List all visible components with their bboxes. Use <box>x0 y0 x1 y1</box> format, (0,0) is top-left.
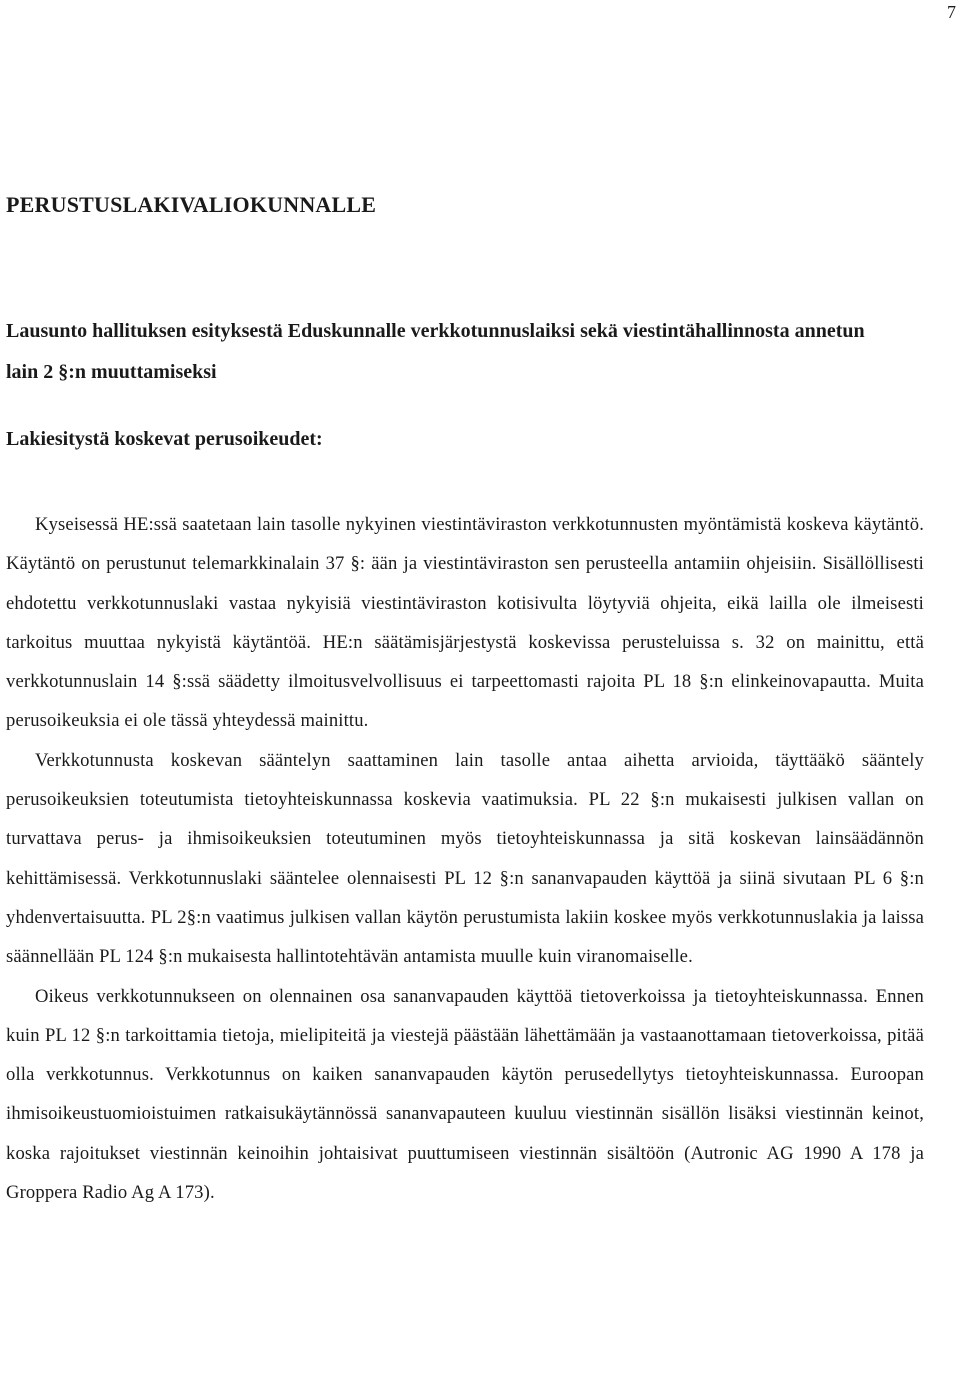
statement-subject: Lausunto hallituksen esityksestä Eduskunnalle verkkotunnuslaiksi sekä viestintähallinnosta annetun lain 2 §:n muuttamiseksi <box>6 320 865 383</box>
paragraph: Kyseisessä HE:ssä saatetaan lain tasolle nykyinen viestintäviraston verkkotunnusten myöntämistä koskeva käytäntö. Käytäntö on perustunut telemarkkinalain 37 §: ään ja viestintäviraston sen perusteella antamiin ohjeisiin. Sisällöllisesti ehdotettu verkkotunnuslaki vastaa nykyisiä viestintäviraston kotisivulta löytyviä ohjeita, eikä lailla ole ilmeisesti tarkoitus muuttaa nykyistä käytäntöä. HE:n säätämisjärjestystä koskevissa perusteluissa s. 32 on mainittu, että verkkotunnuslain 14 §:ssä säädetty ilmoitusvelvollisuus ei tarpeettomasti rajoita PL 18 §:n elinkeinovapautta. Muita perusoikeuksia ei ole tässä yhteydessä mainittu. <box>6 514 924 732</box>
document-heading: PERUSTUSLAKIVALIOKUNNALLE <box>6 192 377 217</box>
paragraph: Oikeus verkkotunnukseen on olennainen osa sananvapauden käyttöä tietoverkoissa ja tietoyhteiskunnassa. Ennen kuin PL 12 §:n tarkoittamia tietoja, mielipiteitä ja viestejä päästään lähettämään ja vastaanottamaan tietoverkoissa, pitää olla verkkotunnus. Verkkotunnus on kaiken sananvapauden käytön perusedellytys tietoyhteiskunnassa. Euroopan ihmisoikeustuomioistuimen ratkaisukäytännössä sananvapauteen kuuluu viestinnän sisällön lisäksi viestinnän keinot, koska rajoitukset viestinnän keinoihin johtaisivat puuttumiseen viestinnän sisältöön (Autronic AG 1990 A 178 ja Groppera Radio Ag A 173). <box>6 985 924 1204</box>
body-text <box>6 505 924 1212</box>
section-heading: Lakiesitystä koskevat perusoikeudet: <box>6 428 323 450</box>
paragraph: Verkkotunnusta koskevan sääntelyn saattaminen lain tasolle antaa aihetta arvioida, täyttääkö sääntely perusoikeuksien toteutumista tietoyhteiskunnassa koskevia vaatimuksia. PL 22 §:n mukaisesti julkisen vallan on turvattava perus- ja ihmisoikeuksien toteutuminen myös tietoyhteiskunnassa ja sitä koskevan lainsäädännön kehittämisessä. Verkkotunnuslaki sääntelee olennaisesti PL 12 §:n sananvapauden käyttöä ja siinä sivutaan PL 6 §:n yhdenvertaisuutta. PL 2§:n vaatimus julkisen vallan käytön perustumista lakiin koskee myös verkkotunnuslakia ja laissa säännellään PL 124 §:n mukaisesta hallintotehtävän antamista muulle kuin viranomaiselle. <box>6 749 924 968</box>
page-number: 7 <box>947 2 956 22</box>
